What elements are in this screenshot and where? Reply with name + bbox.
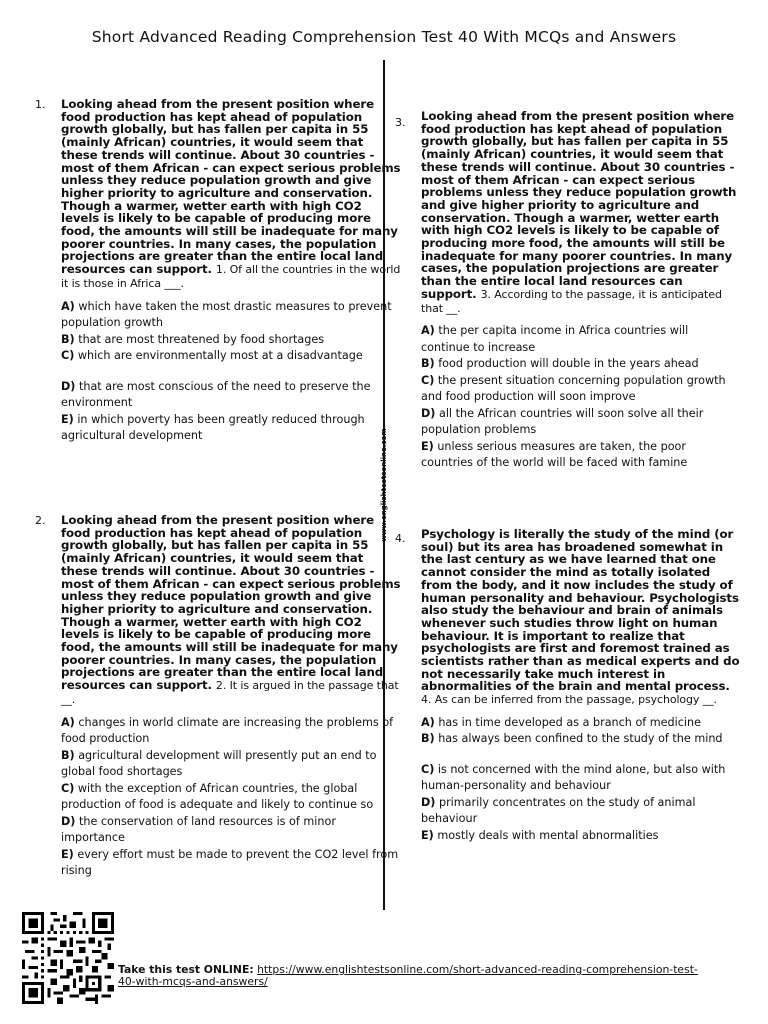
- option-text: the present situation concerning population growth and food production will soon improve: [421, 373, 726, 404]
- option-text: mostly deals with mental abnormalities: [437, 828, 659, 842]
- option-letter: E): [421, 828, 434, 842]
- question-body: [61, 514, 401, 880]
- passage-text: Looking ahead from the present position where food production has kept ahead of population growth globally, but has fallen per capita in 55 (mainly African) countries, it would seem that these trends will continue. About 30 countries - most of them African - can expect serious problems unless they reduce population growth and give higher priority to agriculture and conservation. Though a warmer, wetter earth with high CO2 levels is likely to be capable of producing more food, the amounts will still be inadequate for many poorer countries. In many cases, the population projections are greater than the entire local land resources can support.: [61, 97, 401, 277]
- test-url-link[interactable]: https://www.englishtestsonline.com/short-advanced-reading-comprehension-test-40-with-mcqs-and-answers/: [118, 963, 698, 988]
- passage: [421, 110, 739, 315]
- option-letter: B): [421, 732, 435, 746]
- passage-text: Looking ahead from the present position where food production has kept ahead of population growth globally, but has fallen per capita in 55 (mainly African) countries, it would seem that these trends will continue. About 30 countries - most of them African - can expect serious problems unless they reduce population growth and give higher priority to agriculture and conservation. Though a warmer, wetter earth with high CO2 levels is likely to be capable of producing more food, the amounts will still be inadequate for many poorer countries. In many cases, the population projections are greater than the entire local land resources can support.: [61, 513, 401, 693]
- option-e[interactable]: [61, 412, 401, 445]
- option-letter: A): [421, 324, 435, 338]
- option-letter: B): [61, 332, 75, 346]
- option-letter: D): [61, 814, 76, 828]
- option-text: that are most conscious of the need to preserve the environment: [61, 379, 371, 410]
- option-text: the conservation of land resources is of minor importance: [61, 814, 336, 845]
- option-letter: E): [61, 412, 74, 426]
- option-b[interactable]: [421, 731, 743, 748]
- page-title: Short Advanced Reading Comprehension Test 40 With MCQs and Answers: [91, 28, 677, 46]
- question-body: [421, 528, 743, 844]
- passage: [421, 528, 743, 707]
- option-a[interactable]: [421, 715, 743, 732]
- option-text: has always been confined to the study of the mind: [438, 732, 723, 746]
- option-c[interactable]: [421, 762, 743, 795]
- option-letter: E): [421, 439, 434, 453]
- option-text: all the African countries will soon solve all their population problems: [421, 406, 704, 437]
- option-text: which have taken the most drastic measures to prevent population growth: [61, 299, 392, 330]
- question-number: 4.: [395, 532, 406, 545]
- passage-text: Psychology is literally the study of the mind (or soul) but its area has broadened somewhat in the last century as we have learned that one cannot consider the mind as totally isolated from the body, and it now includes the study of human personality and behaviour. Psychologists also study the behaviour and brain of animals whenever such studies throw light on human behaviour. It is important to realize that psychologists are first and foremost trained as scientists rather than as medical experts and do not necessarily take much interest in abnormalities of the brain and mental process.: [421, 527, 740, 694]
- option-text: has in time developed as a branch of medicine: [438, 715, 702, 729]
- option-letter: C): [421, 762, 435, 776]
- option-text: in which poverty has been greatly reduced through agricultural development: [61, 412, 365, 443]
- option-text: the per capita income in Africa countries will continue to increase: [421, 324, 689, 354]
- footer: [118, 964, 698, 988]
- option-text: every effort must be made to prevent the CO2 level from rising: [61, 847, 399, 878]
- option-e[interactable]: [61, 847, 401, 880]
- option-text: primarily concentrates on the study of animal behaviour: [421, 795, 696, 826]
- option-d[interactable]: [61, 379, 401, 412]
- option-letter: C): [421, 373, 435, 387]
- question-stem: 4. As can be inferred from the passage, psychology __.: [421, 693, 717, 707]
- option-letter: C): [61, 781, 75, 795]
- option-letter: D): [421, 406, 436, 420]
- option-text: food production will double in the years ahead: [438, 357, 699, 371]
- option-letter: C): [61, 349, 75, 363]
- option-letter: B): [421, 357, 435, 371]
- question-stem: 1. Of all the countries in the world it is those in Africa ___.: [61, 263, 401, 290]
- option-letter: E): [61, 847, 74, 861]
- option-e[interactable]: [421, 828, 743, 845]
- question-body: [61, 98, 401, 445]
- question-stem: 2. It is argued in the passage that __.: [61, 679, 399, 706]
- option-c[interactable]: [61, 348, 401, 365]
- option-a[interactable]: [421, 323, 739, 356]
- question-body: [421, 110, 739, 472]
- option-d[interactable]: [421, 406, 739, 439]
- side-watermark: www.englishtestsonline.com: [380, 428, 388, 542]
- footer-label: Take this test ONLINE:: [118, 963, 254, 976]
- option-a[interactable]: [61, 299, 401, 332]
- option-text: unless serious measures are taken, the poor countries of the world will be faced with famine: [421, 439, 688, 470]
- option-text: that are most threatened by food shortages: [78, 332, 325, 346]
- question-number: 1.: [35, 98, 46, 111]
- option-c[interactable]: [61, 781, 401, 814]
- option-letter: A): [61, 715, 75, 729]
- option-a[interactable]: [61, 715, 401, 748]
- question-stem: 3. According to the passage, it is anticipated that __.: [421, 287, 722, 315]
- option-d[interactable]: [421, 795, 743, 828]
- option-b[interactable]: [61, 748, 401, 781]
- option-text: is not concerned with the mind alone, but also with human-personality and behaviour: [421, 762, 726, 793]
- option-text: agricultural development will presently put an end to global food shortages: [61, 748, 377, 779]
- option-letter: D): [61, 379, 76, 393]
- option-letter: D): [421, 795, 436, 809]
- option-d[interactable]: [61, 814, 401, 847]
- option-c[interactable]: [421, 373, 739, 406]
- passage-text: Looking ahead from the present position where food production has kept ahead of population growth globally, but has fallen per capita in 55 (mainly African) countries, it would seem that these trends will continue. About 30 countries - most of them African - can expect serious problems unless they reduce population growth and give higher priority to agriculture and conservation. Though a warmer, wetter earth with high CO2 levels is likely to be capable of producing more food, the amounts will still be inadequate for many poorer countries. In many cases, the population projections are greater than the entire local land resources can support.: [421, 109, 737, 301]
- option-text: which are environmentally most at a disadvantage: [77, 349, 363, 363]
- option-letter: A): [421, 715, 435, 729]
- option-e[interactable]: [421, 439, 739, 472]
- options-list: [61, 299, 401, 445]
- option-letter: B): [61, 748, 75, 762]
- options-list: [61, 715, 401, 880]
- question-number: 3.: [395, 116, 406, 129]
- option-letter: A): [61, 299, 75, 313]
- question-number: 2.: [35, 514, 46, 527]
- options-list: [421, 323, 739, 472]
- options-list: [421, 715, 743, 845]
- passage: [61, 514, 401, 707]
- option-b[interactable]: [421, 356, 739, 373]
- qr-code-icon: [22, 912, 114, 1004]
- passage: [61, 98, 401, 291]
- option-text: changes in world climate are increasing the problems of food production: [61, 715, 394, 746]
- option-b[interactable]: [61, 332, 401, 349]
- option-text: with the exception of African countries, the global production of food is adequate and likely to continue so: [61, 781, 374, 812]
